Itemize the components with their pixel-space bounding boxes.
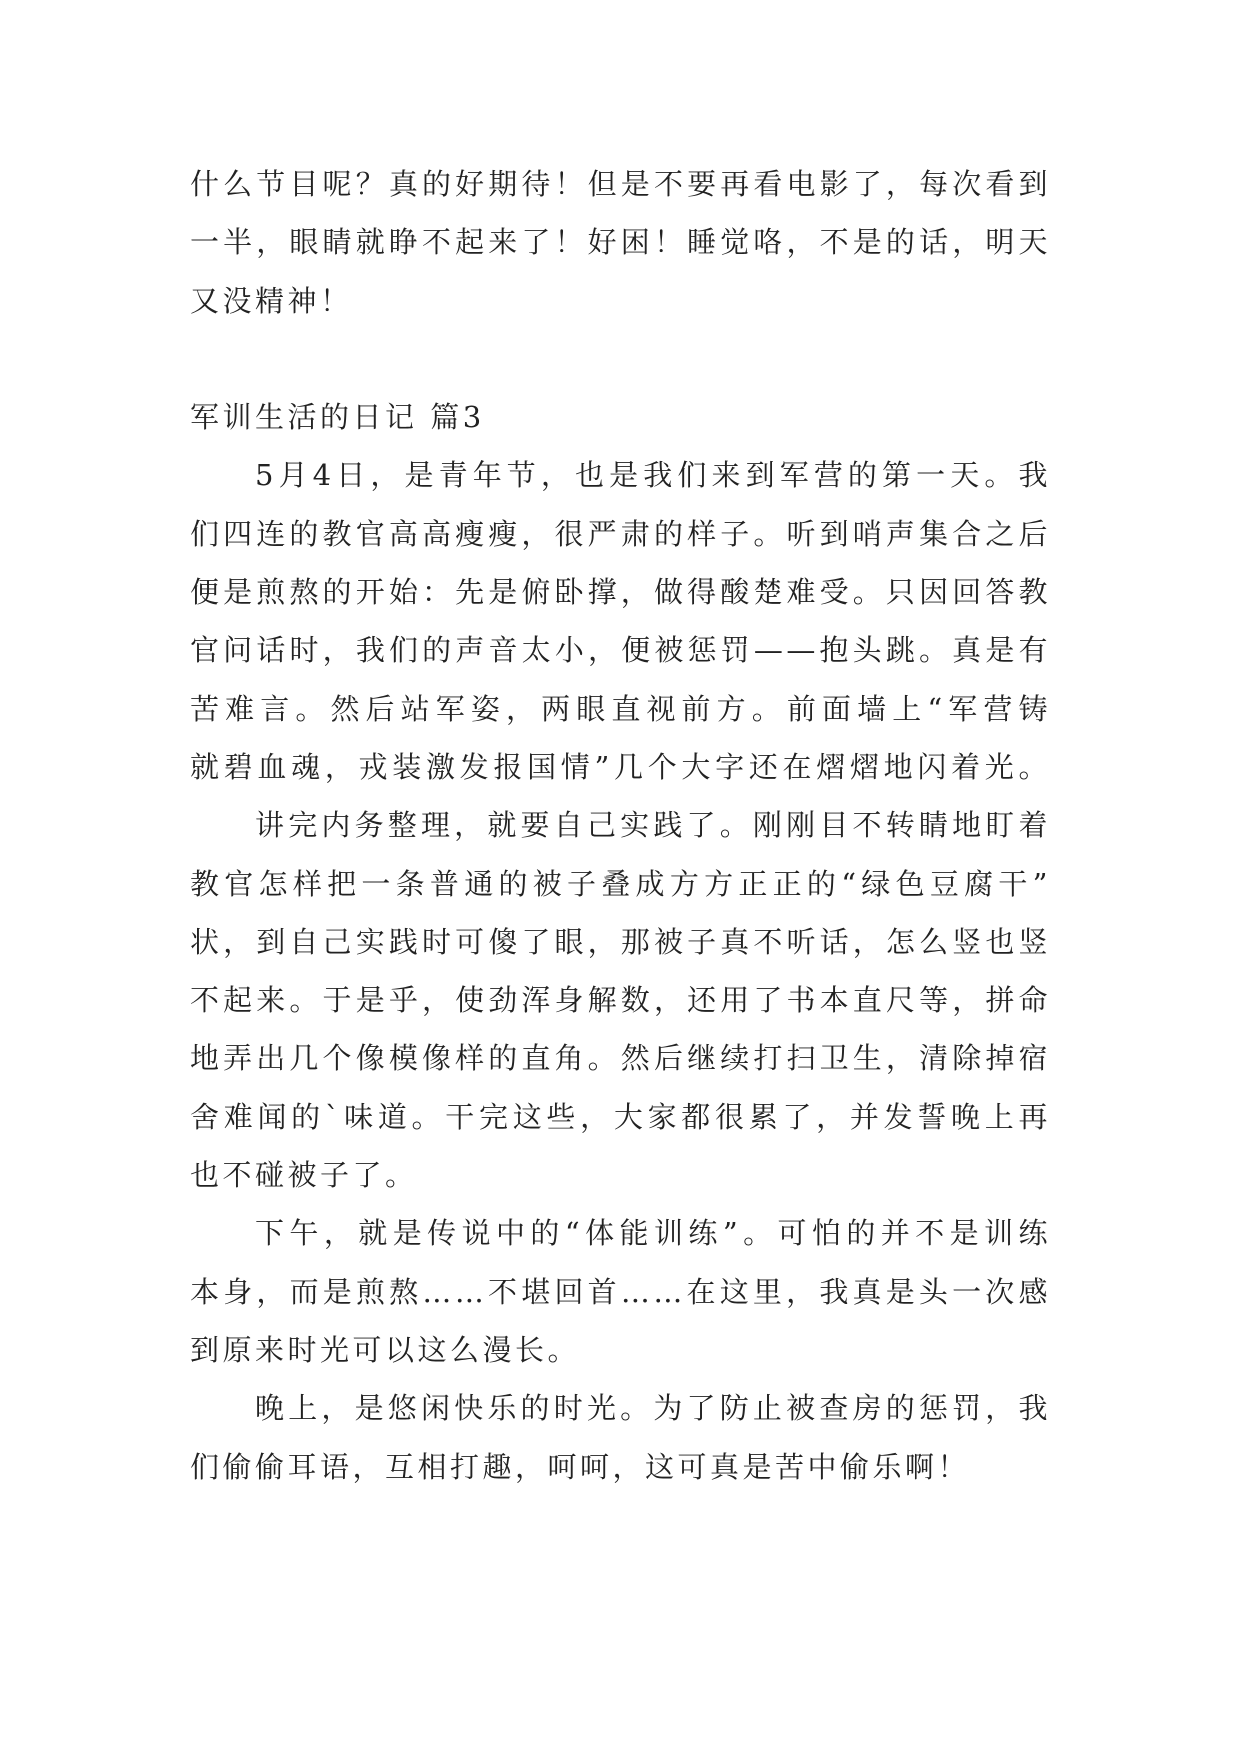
paragraph-line: 们四连的教官高高瘦瘦，很严肃的样子。听到哨声集合之后 [190, 516, 1051, 551]
section-heading: 军训生活的日记 篇3 [190, 400, 485, 435]
paragraph-first-day [190, 446, 1051, 796]
paragraph-line: 一半，眼睛就睁不起来了！好困！睡觉咯，不是的话，明天 [190, 225, 1051, 260]
paragraph-line: 就碧血魂，戎装激发报国情”几个大字还在熠熠地闪着光。 [190, 749, 1051, 784]
blank-line [190, 330, 1051, 388]
paragraph-line: 晚上，是悠闲快乐的时光。为了防止被查房的惩罚，我 [255, 1391, 1051, 1426]
paragraph-line: 舍难闻的`味道。干完这些，大家都很累了，并发誓晚上再 [190, 1099, 1051, 1134]
paragraph-line: 下午，就是传说中的“体能训练”。可怕的并不是训练 [255, 1216, 1051, 1251]
paragraph-line: 官问话时，我们的声音太小，便被惩罚——抱头跳。真是有 [190, 633, 1051, 668]
paragraph-line: 状，到自己实践时可傻了眼，那被子真不听话，怎么竖也竖 [190, 924, 1051, 959]
paragraph-line: 不起来。于是乎，使劲浑身解数，还用了书本直尺等，拼命 [190, 983, 1051, 1018]
paragraph-afternoon [190, 1204, 1051, 1379]
paragraph-line: 到原来时光可以这么漫长。 [190, 1332, 581, 1367]
document-page [190, 155, 1051, 1496]
paragraph-line: 苦难言。然后站军姿，两眼直视前方。前面墙上“军营铸 [190, 691, 1051, 726]
paragraph-line: 也不碰被子了。 [190, 1158, 418, 1193]
paragraph-line: 教官怎样把一条普通的被子叠成方方正正的“绿色豆腐干” [190, 866, 1051, 901]
paragraph-line: 讲完内务整理，就要自己实践了。刚刚目不转睛地盯着 [255, 808, 1051, 843]
paragraph-line: 便是煎熬的开始：先是俯卧撑，做得酸楚难受。只因回答教 [190, 575, 1051, 610]
paragraph-housekeeping [190, 796, 1051, 1204]
paragraph-line: 5月4日，是青年节，也是我们来到军营的第一天。我 [255, 458, 1051, 493]
paragraph-line: 本身，而是煎熬……不堪回首……在这里，我真是头一次感 [190, 1274, 1051, 1309]
paragraph-evening [190, 1379, 1051, 1496]
paragraph-line: 们偷偷耳语，互相打趣，呵呵，这可真是苦中偷乐啊！ [190, 1449, 971, 1484]
continued-paragraph [190, 155, 1051, 330]
paragraph-line: 什么节目呢？真的好期待！但是不要再看电影了，每次看到 [190, 167, 1051, 201]
paragraph-line: 地弄出几个像模像样的直角。然后继续打扫卫生，清除掉宿 [190, 1041, 1051, 1076]
paragraph-line: 又没精神！ [190, 283, 353, 318]
